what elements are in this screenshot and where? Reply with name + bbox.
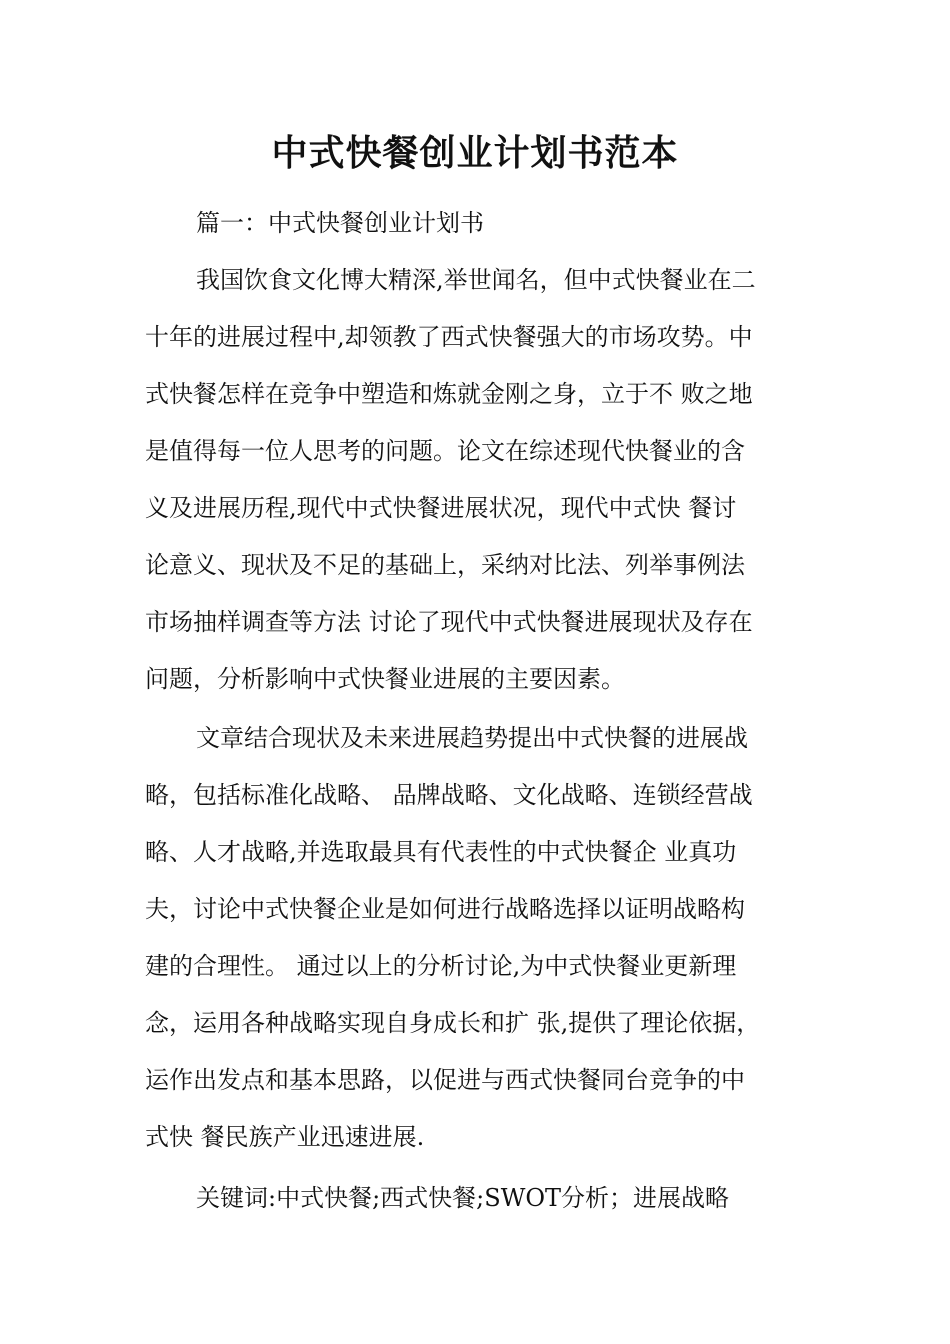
section-heading: 篇一：中式快餐创业计划书 <box>196 209 484 237</box>
paragraph-line: 义及进展历程,现代中式快餐进展状况，现代中式快 餐讨 <box>145 494 737 522</box>
paragraph-line: 式快餐怎样在竞争中塑造和炼就金刚之身，立于不 败之地 <box>145 380 753 408</box>
paragraph-line: 文章结合现状及未来进展趋势提出中式快餐的进展战 <box>196 724 748 752</box>
paragraph-line: 运作出发点和基本思路，以促进与西式快餐同台竞争的中 <box>145 1066 745 1094</box>
paragraph-line: 念，运用各种战略实现自身成长和扩 张,提供了理论依据， <box>145 1009 761 1037</box>
paragraph-line: 式快 餐民族产业迅速进展. <box>145 1123 425 1151</box>
paragraph-line: 我国饮食文化博大精深,举世闻名，但中式快餐业在二 <box>196 266 756 294</box>
paragraph-line: 略，包括标准化战略、 品牌战略、文化战略、连锁经营战 <box>145 781 753 809</box>
paragraph-line: 十年的进展过程中,却领教了西式快餐强大的市场攻势。中 <box>145 323 753 351</box>
paragraph-line: 夫，讨论中式快餐企业是如何进行战略选择以证明战略构 <box>145 895 745 923</box>
paragraph-line: 略、人才战略,并选取最具有代表性的中式快餐企 业真功 <box>145 838 737 866</box>
document-title: 中式快餐创业计划书范本 <box>271 132 679 174</box>
paragraph-line: 建的合理性。 通过以上的分析讨论,为中式快餐业更新理 <box>145 952 737 980</box>
paragraph-strategy <box>145 710 825 1166</box>
paragraph-line: 是值得每一位人思考的问题。论文在综述现代快餐业的含 <box>145 437 745 465</box>
paragraph-line: 问题，分析影响中式快餐业进展的主要因素。 <box>145 665 625 693</box>
paragraph-intro <box>145 252 825 708</box>
paragraph-line: 论意义、现状及不足的基础上，采纳对比法、列举事例法 <box>145 551 745 579</box>
keywords-line: 关键词:中式快餐;西式快餐;SWOT分析；进展战略 <box>196 1184 730 1212</box>
paragraph-line: 市场抽样调查等方法 讨论了现代中式快餐进展现状及存在 <box>145 608 753 636</box>
